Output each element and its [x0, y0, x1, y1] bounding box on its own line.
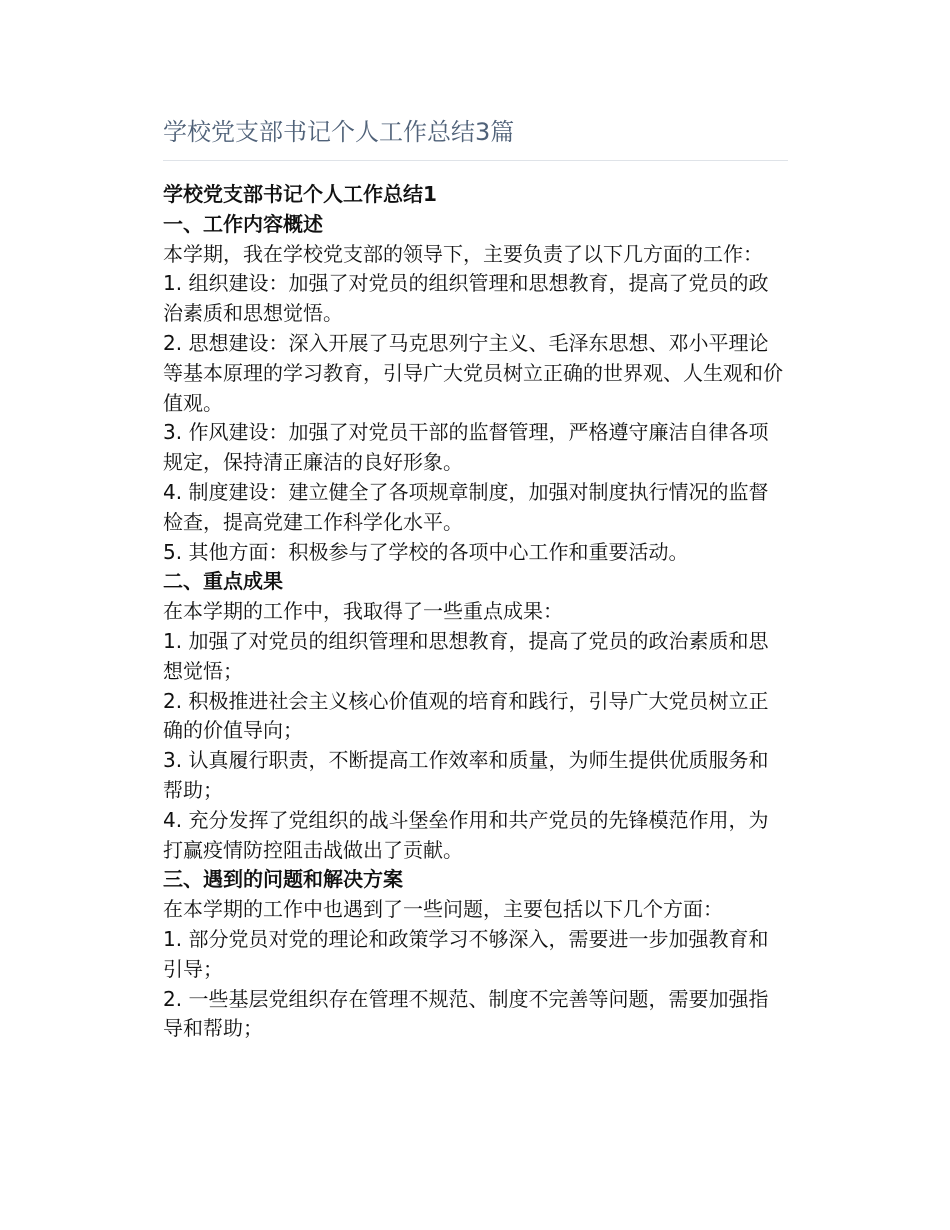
list-item: 1. 加强了对党员的组织管理和思想教育，提高了党员的政治素质和思想觉悟； — [163, 628, 769, 683]
section-heading-achievements: 二、重点成果 — [163, 569, 283, 594]
list-item: 3. 作风建设：加强了对党员干部的监督管理，严格遵守廉洁自律各项规定，保持清正廉洁的良好形象。 — [163, 420, 769, 475]
list-item: 2. 思想建设：深入开展了马克思列宁主义、毛泽东思想、邓小平理论等基本原理的学习教育，引导广大党员树立正确的世界观、人生观和价值观。 — [163, 330, 783, 415]
list-item: 2. 积极推进社会主义核心价值观的培育和践行，引导广大党员树立正确的价值导向； — [163, 688, 769, 743]
list-item: 5. 其他方面：积极参与了学校的各项中心工作和重要活动。 — [163, 539, 689, 564]
list-item: 1. 部分党员对党的理论和政策学习不够深入，需要进一步加强教育和引导； — [163, 926, 769, 981]
paragraph: 在本学期的工作中也遇到了一些问题，主要包括以下几个方面： — [163, 897, 723, 922]
paragraph: 本学期，我在学校党支部的领导下，主要负责了以下几方面的工作： — [163, 241, 763, 266]
list-item: 4. 制度建设：建立健全了各项规章制度，加强对制度执行情况的监督检查，提高党建工作科学化水平。 — [163, 479, 769, 534]
section-heading-problems: 三、遇到的问题和解决方案 — [163, 867, 403, 892]
list-item: 1. 组织建设：加强了对党员的组织管理和思想教育，提高了党员的政治素质和思想觉悟。 — [163, 271, 769, 326]
document-title: 学校党支部书记个人工作总结3篇 — [163, 118, 515, 146]
title-divider — [163, 160, 788, 161]
list-item: 2. 一些基层党组织存在管理不规范、制度不完善等问题，需要加强指导和帮助； — [163, 986, 769, 1041]
document-body — [163, 180, 788, 1044]
list-item: 3. 认真履行职责，不断提高工作效率和质量，为师生提供优质服务和帮助； — [163, 748, 769, 802]
list-item: 4. 充分发挥了党组织的战斗堡垒作用和共产党员的先锋模范作用，为打赢疫情防控阻击战做出了贡献。 — [163, 807, 769, 862]
section-heading-overview: 一、工作内容概述 — [163, 211, 323, 236]
document-subtitle: 学校党支部书记个人工作总结1 — [163, 182, 437, 206]
paragraph: 在本学期的工作中，我取得了一些重点成果： — [163, 599, 563, 624]
